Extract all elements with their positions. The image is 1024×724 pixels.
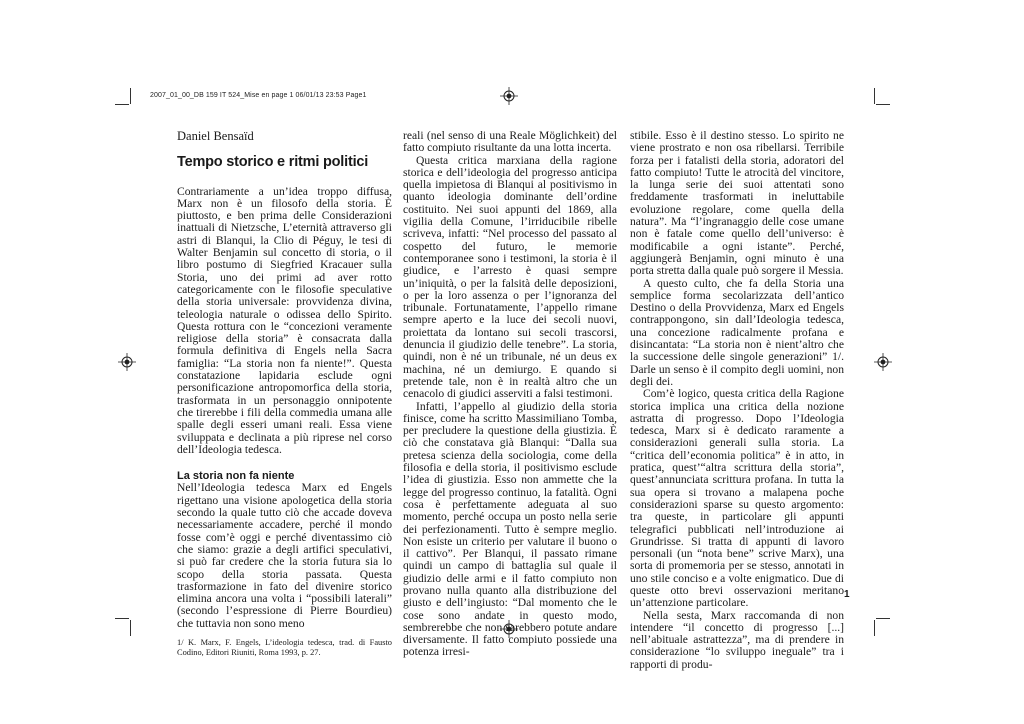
registration-mark-icon [874,353,892,371]
section-heading: La storia non fa niente [177,470,295,483]
paragraph: Contrariamente a un’idea troppo diffusa, Marx non è un filosofo della storia. È piuttosto, e ben prima delle Considerazioni inattuali di Nietzsche, L’eternità attraverso gli astri di Blanqui, la Clio di Péguy, le tesi di Walter Benjamin sul concetto di storia, o il libro postumo di Siegfried Kracauer sulla Storia, uno dei primi ad aver rotto categoricamente con le filosofie speculative della storia universale: provvidenza divina, teleologia naturale o odissea dello Spirito. Questa rottura con le “concezioni veramente religiose della storia” è consacrata dalla formula definitiva di Engels nella Sacra famiglia: “La storia non fa niente!”. Questa constatazione lapidaria esclude ogni personificazione antropomorfica della storia, trasformata in un personaggio onnipotente che tirerebbe i fili della commedia umana alle spalle degli esseri umani reali. Essa viene sviluppata e declinata a più riprese nel corso dell’Ideologia tedesca. [177,184,392,456]
paragraph: Nella sesta, Marx raccomanda di non intendere “il concetto di progresso [...] nell’abituale astrattezza”, ma di prendere in considerazione “lo sviluppo ineguale” tra i rapporti di produ- [630,608,844,671]
column-1 [177,130,392,658]
printer-slug: 2007_01_00_DB 159 IT 524_Mise en page 1 06/01/13 23:53 Page1 [150,92,367,99]
column-2 [403,130,617,659]
paragraph: stibile. Esso è il destino stesso. Lo spirito ne viene prostrato e non osa ribellarsi. Terribile forza per i fatalisti della storia, adoratori del fatto compiuto! Tutte le atrocità del vincitore, la lunga serie dei suoi attentati sono freddamente trasformati in ineluttabile evoluzione regolare, come quella della natura”. Ma “l’ingranaggio delle cose umane non è fatale come quello dell’universo: è modificabile a ogni istante”. Perché, aggiungerà Benjamin, ogni minuto è una porta stretta dalla quale può sorgere il Messia. [630,129,844,278]
column-3 [630,130,844,671]
paragraph: A questo culto, che fa della Storia una semplice forma secolarizzata dell’antico Destino o della Provvidenza, Marx ed Engels contrappongono, sin dall’Ideologia tedesca, una concezione radicalmente profana e disincantata: “La storia non è nient’altro che la successione delle singole generazioni” 1/. Darle un senso è il compito degli uomini, non degli dei. [630,276,844,388]
article-title: Tempo storico e ritmi politici [177,154,369,171]
paragraph: reali (nel senso di una Reale Möglichkeit) del fatto compiuto risultante da una lotta incerta. [403,129,617,155]
paragraph: Com’è logico, questa critica della Ragione storica implica una critica della nozione astratta di progresso. Dopo l’Ideologia tedesca, Marx si è dedicato raramente a considerazioni generali sulla storia. La “critica dell’economia politica” è in atto, in pratica, quest’“altra scrittura della storia”, quest’annunciata scrittura profana. In tutta la sua opera si trovano a malapena poche considerazioni sparse su questo argomento: tra queste, in particolare gli appunti telegrafici pubblicati nell’introduzione ai Grundrisse. Si tratta di appunti di lavoro personali (un “nota bene” scrive Marx), una sorta di promemoria per se stesso, annotati in uno stile conciso e a volte enigmatico. Due di queste otto brevi osservazioni meritano un’attenzione particolare. [630,387,844,610]
registration-mark-icon [118,353,136,371]
registration-mark-icon [500,87,518,105]
paragraph: Infatti, l’appello al giudizio della storia finisce, come ha scritto Massimiliano Tomba, per precludere la questione della giustizia. È ciò che constatava già Blanqui: “Dalla sua pretesa scienza della sociologia, come della filosofia e della storia, il positivismo esclude l’idea di giustizia. Esso non ammette che la legge del progresso continuo, la fatalità. Ogni cosa è perfettamente adeguata al suo momento, perché occupa un posto nella serie dei perfezionamenti. Tutto è sempre meglio. Non esiste un criterio per valutare il buono o il cattivo”. Per Blanqui, il passato rimane quindi un campo di battaglia sul quale il giudizio delle armi e il fatto compiuto non provano nulla quanto alla distribuzione del giusto e dell’ingiusto: “Dal momento che le cose sono andate in questo modo, sembrerebbe che non sarebbero potute andare diversamente. Il fatto compiuto possiede una potenza irresi- [403,399,617,659]
author-name: Daniel Bensaïd [177,129,254,143]
paragraph: Nell’Ideologia tedesca Marx ed Engels rigettano una visione apologetica della storia secondo la quale tutto ciò che accade doveva necessariamente accadere, perché il mondo fosse com’è oggi e perché diventassimo ciò che siamo: grazie a degli artifici speculativi, si può far credere che la storia futura sia lo scopo della storia passata. Questa trasformazione in fato del divenire storico elimina ancora una volta i “possibili laterali” (secondo l’espressione di Pierre Bourdieu) che tuttavia non sono meno [177,481,392,630]
footnote: 1/ K. Marx, F. Engels, L’ideologia tedesca, trad. di Fausto Codino, Editori Riuniti, Roma 1993, p. 27. [177,637,392,657]
page-number: 1 [844,589,850,600]
paragraph: Questa critica marxiana della ragione storica e dell’ideologia del progresso anticipa quella impietosa di Blanqui al positivismo in quanto ideologia dominante dell’ordine costituito. Nei suoi appunti del 1869, alla vigilia della Comune, l’irriducibile ribelle scriveva, infatti: “Nel processo del passato al cospetto del futuro, le memorie contemporanee sono i testimoni, la storia è il giudice, e l’arresto è quasi sempre un’iniquità, o per la falsità delle deposizioni, o per la loro assenza o per l’ignoranza del tribunale. Fortunatamente, l’appello rimane sempre aperto e la luce dei secoli nuovi, proiettata da lontano sui secoli trascorsi, denuncia il giudizio delle tenebre”. La storia, quindi, non è né un tribunale, né un deus ex machina, né un demiurgo. E quando si pretende tale, non è in realtà altro che un cenacolo di giudici asserviti a falsi testimoni. [403,153,617,401]
